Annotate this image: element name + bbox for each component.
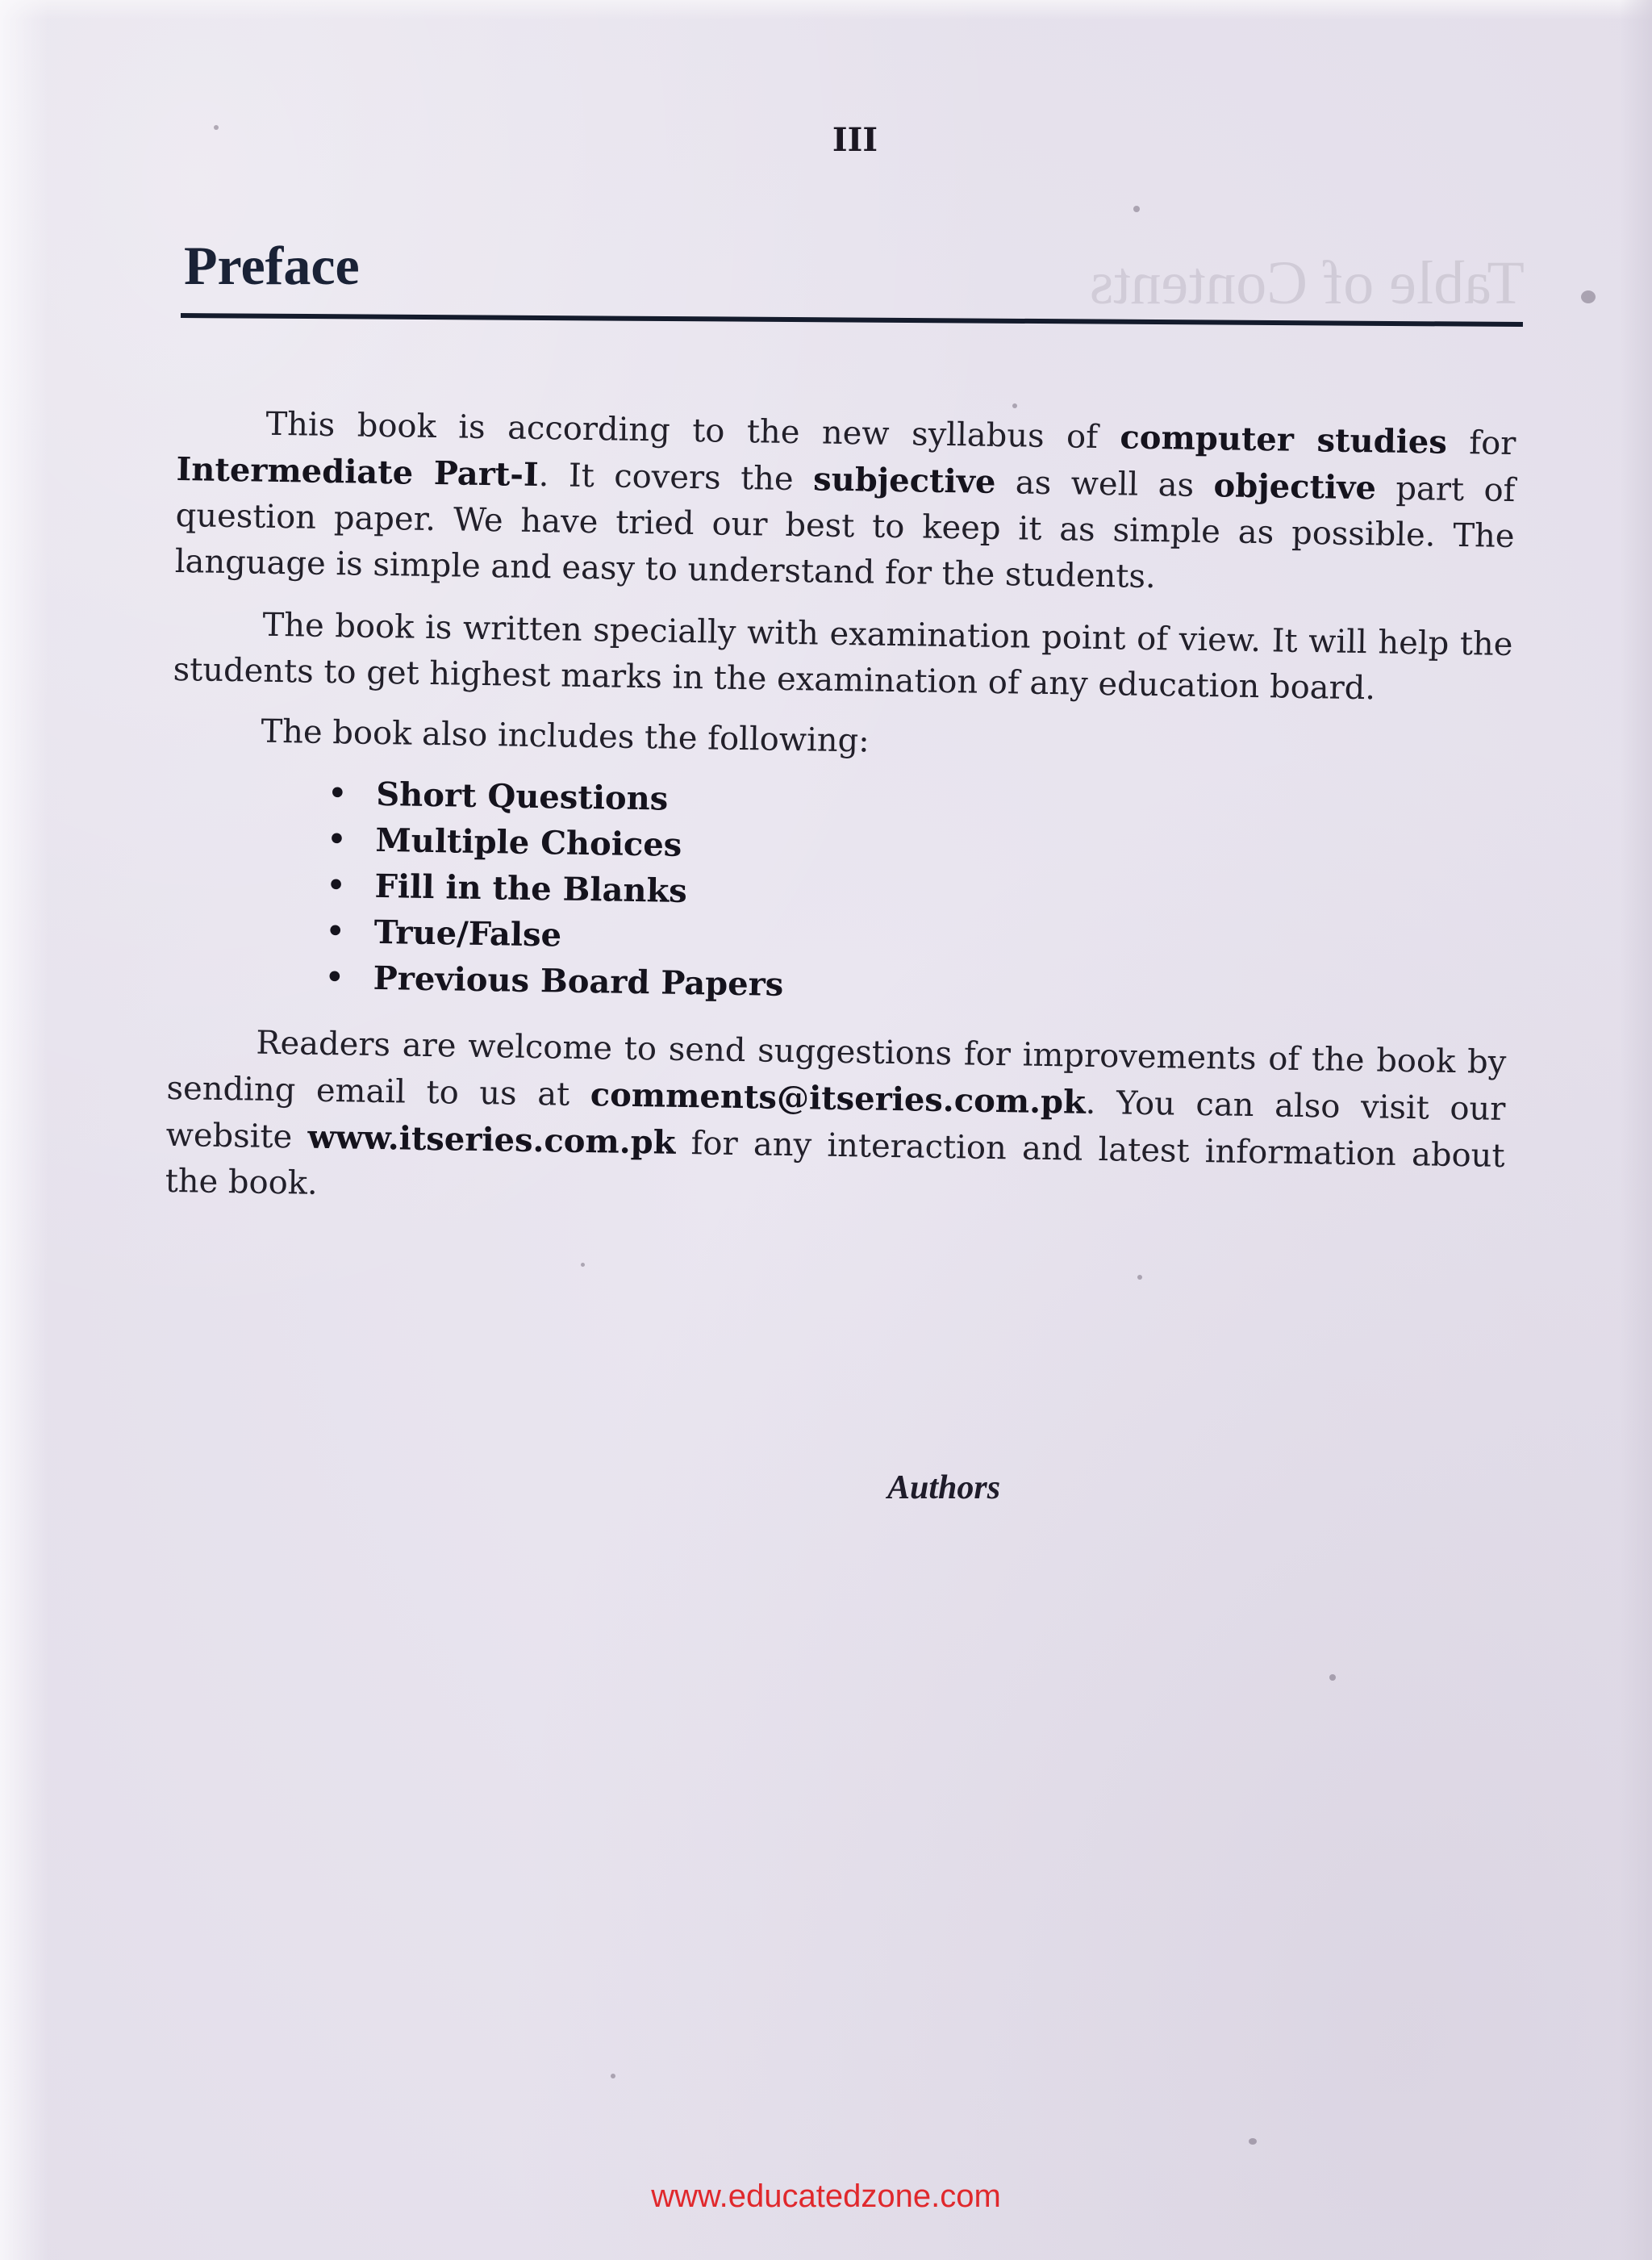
text-run: as well as (995, 463, 1214, 505)
bold-text: computer studies (1120, 418, 1448, 462)
text-run: for any interaction and latest information about the book. (165, 1124, 1505, 1202)
text-run: part of question paper. We have tried our best to keep it as simple as possible. The language is simple and easy to understand for the students. (174, 470, 1516, 596)
paper-speck (1137, 1275, 1142, 1280)
paper-edge-left (0, 0, 48, 2260)
bold-text: subjective (812, 460, 996, 501)
feature-list (168, 768, 1510, 1019)
text-run: . It covers the (538, 457, 814, 499)
watermark-url: www.educatedzone.com (651, 2179, 1001, 2214)
bullet-icon: • (325, 914, 345, 949)
list-item-label: Multiple Choices (375, 821, 682, 864)
paper-speck (1133, 206, 1140, 212)
paper-speck (1012, 403, 1017, 408)
paper-speck (214, 125, 219, 130)
paper-edge-right (1620, 0, 1652, 2260)
page-title: Preface (184, 235, 360, 296)
list-item-label: Fill in the Blanks (374, 867, 688, 910)
bold-text: Intermediate Part-I (176, 449, 540, 495)
paper-edge-top (0, 0, 1652, 19)
bullet-icon: • (327, 776, 348, 811)
page-number: III (832, 121, 878, 159)
paper-speck (1329, 1674, 1336, 1681)
paper-speck (1581, 290, 1596, 303)
preface-body (165, 399, 1516, 1240)
text-run: . You can also visit our website (165, 1084, 1506, 1156)
email-link[interactable]: comments@itseries.com.pk (590, 1076, 1087, 1122)
bullet-icon: • (324, 960, 344, 995)
paper-speck (1249, 2138, 1257, 2145)
list-item-label: Short Questions (375, 775, 669, 818)
text-run: Readers are welcome to send suggestions for improvements of the book by sending email to us at (166, 1024, 1507, 1114)
paragraph-examination: The book is written specially with examination point of view. It will help the students to get highest marks in the examination of any education board. (173, 606, 1513, 708)
text-run: This book is according to the new syllabus of (265, 405, 1120, 457)
list-item-label: Previous Board Papers (373, 959, 784, 1004)
bold-text: objective (1213, 466, 1377, 508)
paper-speck (581, 1263, 585, 1267)
bullet-icon: • (327, 822, 347, 857)
bullet-icon: • (326, 868, 346, 903)
paragraph-intro (174, 399, 1516, 606)
list-intro: The book also includes the following: (261, 712, 870, 760)
list-item-label: True/False (373, 913, 562, 955)
paragraph-contact (165, 1019, 1506, 1226)
paper-speck (611, 2074, 615, 2078)
bleed-through-title: Table of Contents (1089, 249, 1525, 317)
website-link[interactable]: www.itseries.com.pk (307, 1117, 676, 1162)
signature: Authors (887, 1469, 1001, 1506)
text-run: for (1446, 424, 1516, 463)
